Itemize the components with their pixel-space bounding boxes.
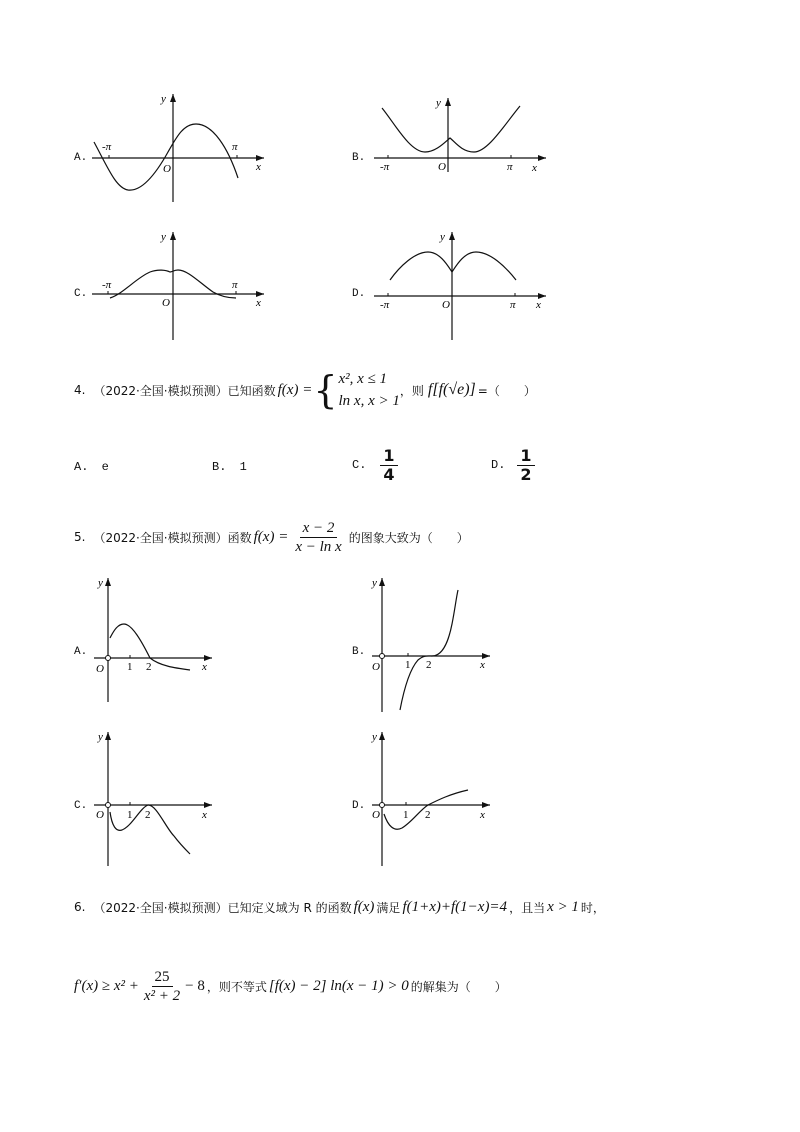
q4-option-b-label: B.: [212, 460, 227, 474]
q5-curve-b: [400, 590, 458, 710]
q4-option-d: [491, 438, 535, 492]
q3-a-y: y: [161, 93, 166, 105]
q4-option-d-label: D.: [491, 458, 506, 472]
q5-d-x: x: [480, 809, 485, 821]
q4-stem: [74, 364, 536, 416]
q6-ineq-fraction: [141, 968, 183, 1005]
q5-text-after: 的图象大致为（ ）: [348, 530, 469, 545]
q5-b-x: x: [480, 659, 485, 671]
q3-b-y: y: [436, 97, 441, 109]
q5-c-x: x: [202, 809, 207, 821]
q4-option-d-fraction: [517, 447, 534, 484]
q3-plot-a: [88, 90, 268, 205]
q5-b-one: 1: [405, 659, 411, 671]
q5-stem: [74, 512, 469, 562]
q4-expr: f[f(√e)]: [427, 381, 476, 398]
q6-fx: f(x): [353, 898, 375, 915]
q3-a-neg-pi: -π: [102, 141, 112, 153]
q5-source: （2022·全国·模拟预测）: [93, 530, 228, 545]
q3-c-pi: π: [232, 279, 238, 291]
q6-text1: 已知定义域为 R 的函数: [227, 900, 352, 915]
q3-option-a-label: A.: [74, 152, 88, 164]
q3-d-neg-pi: -π: [380, 299, 390, 311]
q5-b-origin: O: [372, 661, 380, 673]
q3-option-d-label: D.: [352, 288, 366, 300]
q4-source: （2022·全国·模拟预测）: [93, 383, 228, 398]
q4-option-b-value: 1: [239, 460, 247, 474]
q4-text-after: =（ ）: [477, 383, 536, 398]
q5-c-y: y: [98, 731, 103, 743]
q3-curve-b: [382, 106, 520, 152]
q3-d-origin: O: [442, 299, 450, 311]
q4-number: 4.: [74, 383, 86, 397]
q5-d-origin: O: [372, 809, 380, 821]
q4-option-a-label: A.: [74, 460, 89, 474]
q6-stem-line2: [74, 962, 507, 1010]
q6-cond: f(1+x)+f(1−x)=4: [402, 898, 508, 915]
q4-option-c-label: C.: [352, 458, 367, 472]
q5-c-origin: O: [96, 809, 104, 821]
q5-plot-b: [368, 574, 498, 714]
q3-b-x: x: [532, 162, 537, 174]
q5-a-one: 1: [127, 661, 133, 673]
q4-option-a-value: e: [101, 460, 109, 474]
q4-option-c-fraction: [380, 447, 397, 484]
q4-option-c-den: 4: [383, 464, 395, 484]
q3-plot-b: [370, 94, 550, 174]
q5-option-d-label: D.: [352, 800, 366, 812]
q6-cond2: x > 1: [547, 898, 579, 915]
q3-a-origin: O: [163, 163, 171, 175]
q4-case-1: x², x ≤ 1: [338, 371, 388, 387]
q5-option-b-label: B.: [352, 646, 366, 658]
q5-d-two: 2: [425, 809, 431, 821]
q3-curve-a: [94, 124, 238, 190]
q5-fraction: [292, 519, 344, 556]
q6-ineq-den: x² + 2: [143, 987, 181, 1004]
q3-c-x: x: [256, 297, 261, 309]
q5-plot-d: [368, 728, 498, 868]
q3-option-c-label: C.: [74, 288, 88, 300]
q5-a-two: 2: [146, 661, 152, 673]
q5-a-origin: O: [96, 663, 104, 675]
q3-d-x: x: [536, 299, 541, 311]
q6-stem-line1: [74, 894, 605, 920]
q5-number: 5.: [74, 530, 86, 544]
q3-c-neg-pi: -π: [102, 279, 112, 291]
q5-b-y: y: [372, 577, 377, 589]
q4-case-2: ln x, x > 1: [338, 393, 400, 409]
q3-curve-d: [390, 252, 516, 280]
q6-number: 6.: [74, 900, 86, 914]
q5-c-one: 1: [127, 809, 133, 821]
q5-num: x − 2: [300, 519, 338, 538]
q5-func: f(x) =: [253, 528, 289, 545]
q5-option-c-label: C.: [74, 800, 88, 812]
q5-b-two: 2: [426, 659, 432, 671]
q6-text4: 时，: [580, 900, 605, 915]
q5-option-a-label: A.: [74, 646, 88, 658]
q6-text2: 满足: [376, 900, 401, 915]
q4-func: f(x) =: [277, 381, 313, 398]
q5-plot-c: [90, 728, 220, 868]
q6-text3: ，且当: [509, 900, 546, 915]
q4-option-c-num: 1: [380, 447, 397, 466]
q3-a-pi: π: [232, 141, 238, 153]
q3-option-b-label: B.: [352, 152, 366, 164]
q4-option-a: [74, 460, 109, 474]
q4-cases: [339, 368, 400, 412]
q6-ineq-num: 25: [152, 968, 173, 987]
q3-b-origin: O: [438, 161, 446, 173]
q6-ineq-left: f′(x) ≥ x² +: [74, 977, 139, 994]
q3-b-neg-pi: -π: [380, 161, 390, 173]
q5-text-before: 函数: [227, 530, 252, 545]
q5-d-y: y: [372, 731, 377, 743]
q3-c-origin: O: [162, 297, 170, 309]
q6-text5: ，则不等式: [206, 979, 267, 994]
q6-text6: 的解集为（ ）: [410, 979, 507, 994]
q5-plot-a: [90, 574, 220, 704]
q3-d-pi: π: [510, 299, 516, 311]
q6-ineq2: [f(x) − 2] ln(x − 1) > 0: [268, 977, 409, 994]
q5-c-two: 2: [145, 809, 151, 821]
q4-option-d-den: 2: [520, 464, 532, 484]
q4-text-mid: ，则: [399, 383, 424, 398]
q5-den: x − ln x: [295, 538, 342, 555]
q3-c-y: y: [161, 231, 166, 243]
q5-a-y: y: [98, 577, 103, 589]
q3-d-y: y: [440, 231, 445, 243]
q5-a-x: x: [202, 661, 207, 673]
q3-plot-c: [88, 228, 268, 343]
q4-text-before: 已知函数: [227, 383, 276, 398]
q3-b-pi: π: [507, 161, 513, 173]
q3-plot-d: [370, 228, 550, 343]
q4-brace: {: [313, 368, 338, 412]
q5-d-one: 1: [403, 809, 409, 821]
q4-option-b: [212, 460, 247, 474]
q4-option-d-num: 1: [517, 447, 534, 466]
q3-a-x: x: [256, 161, 261, 173]
q6-ineq-right: − 8: [185, 977, 205, 994]
q4-option-c: [352, 438, 398, 492]
q6-source: （2022·全国·模拟预测）: [93, 900, 228, 915]
